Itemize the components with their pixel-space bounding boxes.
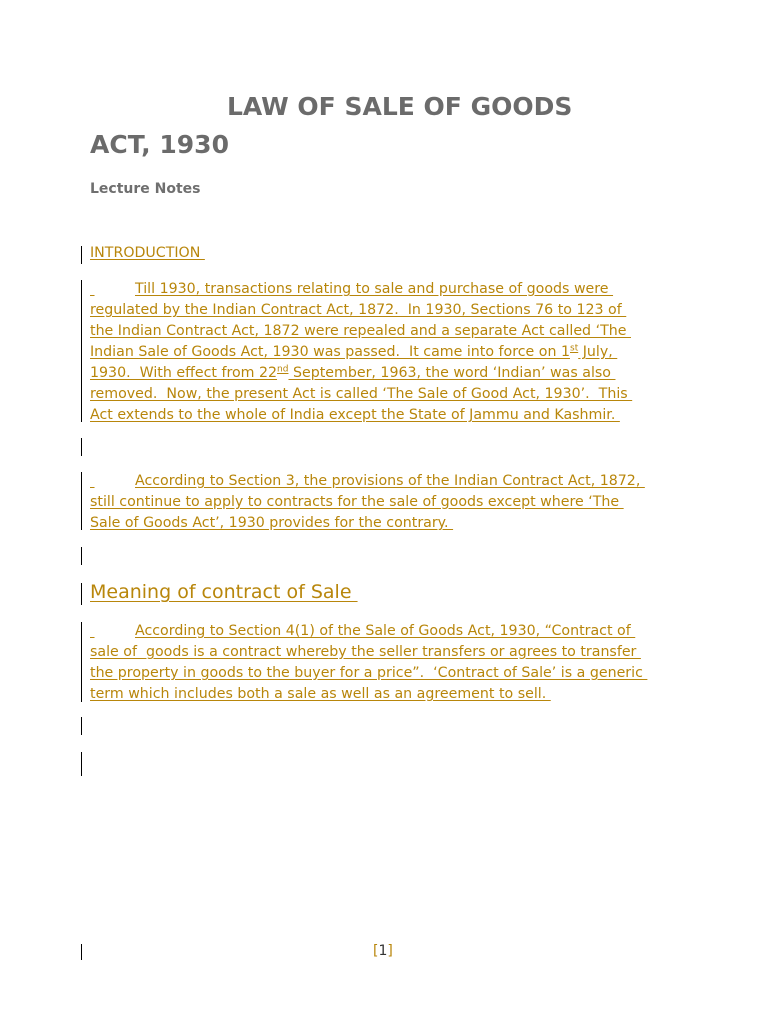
- introduction-heading: INTRODUCTION: [90, 245, 205, 261]
- footer-open-bracket: [: [373, 943, 379, 959]
- introduction-paragraph: Till 1930, transactions relating to sale and purchase of goods were regulated by the Indian Contract Act, 1872. In 1930, Sections 76 to 123 of the Indian Contract Act, 1872 were repealed and a separate Act called ‘The Indian Sale of Goods Act, 1930 was passed. It came into force on 1st July, 1930. With effect from 22nd September, 1963, the word ‘Indian’ was also removed. Now, the present Act is called ‘The Sale of Good Act, 1930’. This Act extends to the whole of India except the State of Jammu and Kashmir.: [90, 281, 633, 423]
- change-bar: [81, 752, 82, 776]
- page-number-footer: [373, 943, 393, 959]
- change-bar: [81, 622, 82, 702]
- change-bar: [81, 246, 82, 264]
- change-bar: [81, 944, 82, 960]
- footer-close-bracket: ]: [387, 943, 393, 959]
- section4-paragraph: According to Section 4(1) of the Sale of Goods Act, 1930, “Contract of sale of goods is a contract whereby the seller transfers or agrees to transfer the property in goods to the buyer for a price”. ‘Contract of Sale’ is a generic term which includes both a sale as well as an agreement to sell.: [90, 623, 648, 702]
- change-bar: [81, 280, 82, 422]
- document-subtitle: Lecture Notes: [90, 181, 201, 197]
- section3-paragraph: According to Section 3, the provisions of the Indian Contract Act, 1872, still continue to apply to contracts for the sale of goods except where ‘The Sale of Goods Act’, 1930 provides for the contrary.: [90, 473, 645, 531]
- change-bar: [81, 438, 82, 456]
- document-title-line1: LAW OF SALE OF GOODS: [227, 92, 573, 121]
- change-bar: [81, 547, 82, 565]
- change-bar: [81, 472, 82, 530]
- document-title-line2: ACT, 1930: [90, 130, 229, 159]
- change-bar: [81, 583, 82, 605]
- meaning-heading: Meaning of contract of Sale: [90, 581, 358, 603]
- page-number: 1: [378, 943, 388, 959]
- change-bar: [81, 717, 82, 735]
